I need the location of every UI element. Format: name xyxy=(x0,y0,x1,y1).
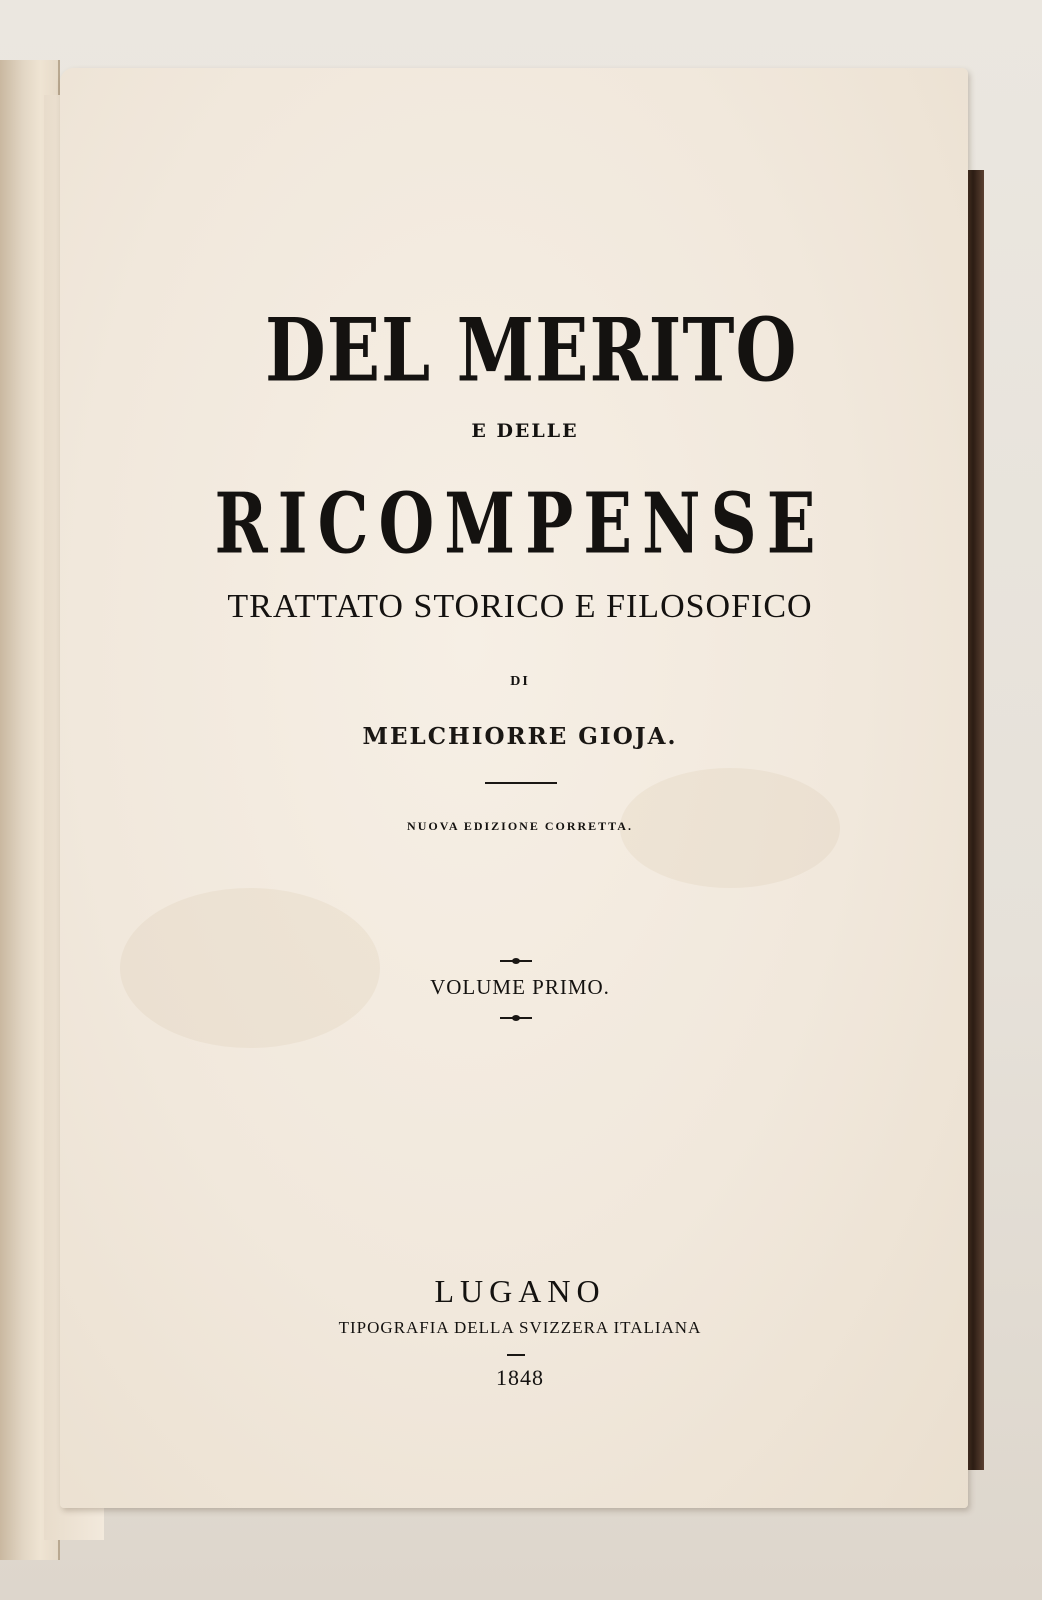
imprint-year: 1848 xyxy=(496,1365,544,1390)
imprint-rule xyxy=(507,1354,525,1356)
divider-rule xyxy=(485,782,557,784)
author-name: MELCHIORRE GIOJA. xyxy=(362,723,678,750)
subtitle: TRATTATO STORICO E FILOSOFICO xyxy=(227,588,813,625)
imprint-printer: TIPOGRAFIA DELLA SVIZZERA ITALIANA xyxy=(338,1318,702,1337)
ornament-top xyxy=(500,960,532,962)
title-line-1: DEL MERITO xyxy=(265,298,798,402)
title-line-2: E DELLE xyxy=(471,420,579,442)
edition-note: NUOVA EDIZIONE CORRETTA. xyxy=(407,819,633,833)
by-line: DI xyxy=(510,674,530,689)
title-page xyxy=(60,68,968,1508)
title-line-3: RICOMPENSE xyxy=(214,476,826,574)
ornament-bottom xyxy=(500,1017,532,1019)
imprint-city: LUGANO xyxy=(434,1273,606,1309)
foxing-stain xyxy=(120,888,380,1048)
volume-label: VOLUME PRIMO. xyxy=(430,975,610,999)
